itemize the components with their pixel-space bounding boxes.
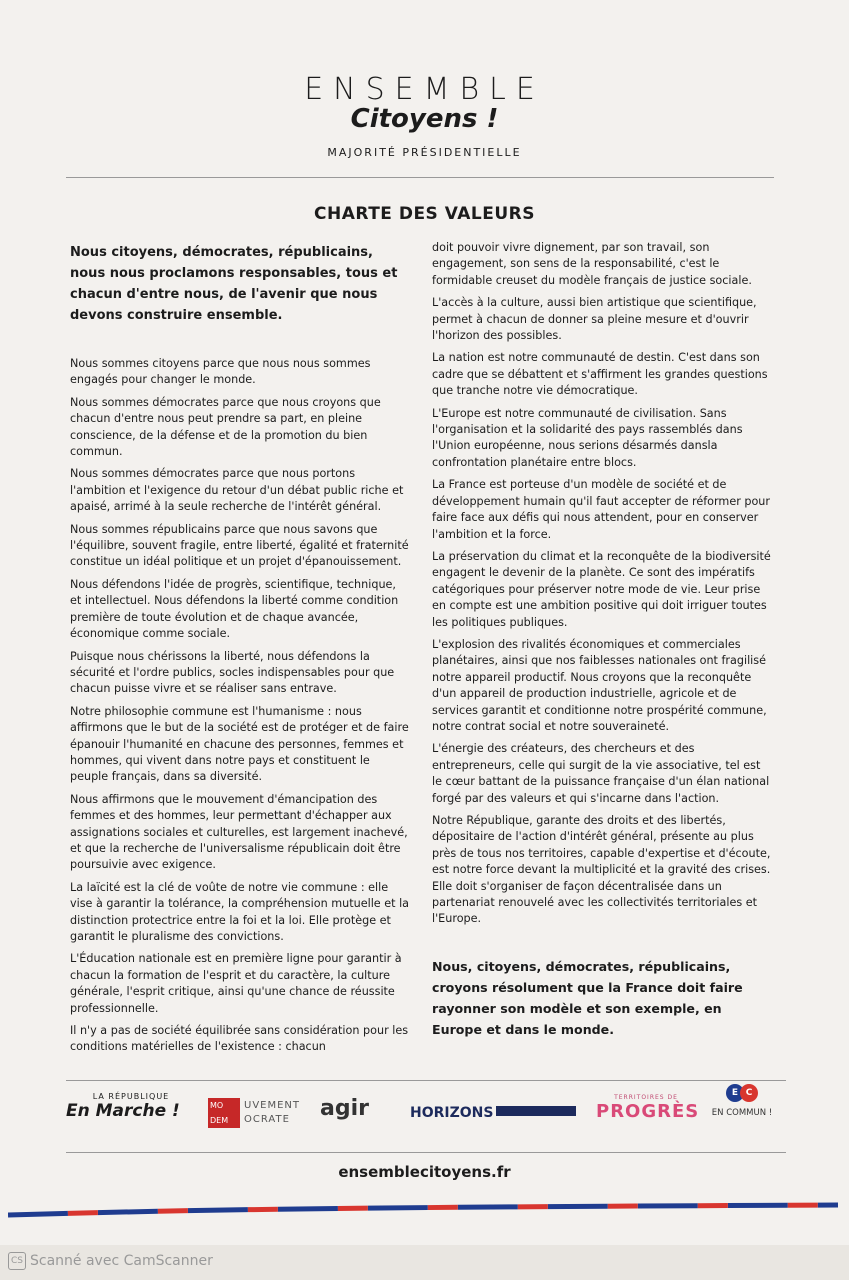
paragraph: Nous sommes républicains parce que nous savons que l'équilibre, souvent fragile, entre liberté, égalité et fraternité constitue un idéal politique et un projet d'épanouissement.: [70, 522, 409, 569]
paragraph: L'explosion des rivalités économiques et commerciales planétaires, ainsi que nos faiblesses nationales ont fragilisé notre appareil productif. Nous croyons que la reconquête d'un appareil de production industrielle, agricole et de services garantit et conditionne notre prospérité commune, notre contrat social et notre souveraineté.: [432, 637, 767, 733]
paragraph: Nous défendons l'idée de progrès, scientifique, technique, et intellectuel. Nous défendons la liberté comme condition première de toute évolution et de chaque avancée, économique comme sociale.: [70, 577, 399, 641]
paragraph: L'Europe est notre communauté de civilisation. Sans l'organisation et la solidarité des pays rassemblés dans l'Union européenne, nous serions désarmés dansla confrontation planétaire entre blocs.: [432, 406, 743, 469]
camscanner-watermark: CS Scanné avec CamScanner: [8, 1252, 213, 1270]
logo-en-commun: E C EN COMMUN !: [702, 1084, 782, 1134]
paragraph: Nous sommes démocrates parce que nous portons l'ambition et l'exigence du retour d'un débat public riche et apaisé, arrimé à la seule recherche de l'intérêt général.: [70, 467, 404, 514]
logo-agir: agir: [320, 1096, 369, 1121]
logo-horizons: HORIZONS: [410, 1102, 580, 1122]
paragraph: Puisque nous chérissons la liberté, nous défendons la sécurité et l'ordre publics, socles indispensables pour que chacun puisse vivre et se réaliser sans entrave.: [70, 649, 395, 696]
paragraph: Il n'y a pas de société équilibrée sans considération pour les conditions matérielles de l'existence : chacun: [70, 1024, 409, 1054]
paragraph: Notre République, garante des droits et des libertés, dépositaire de l'action d'intérêt général, présente au plus près de tous nos territoires, capable d'expertise et d'écoute, est notre force devant la multiplicité et la gravité des crises. Elle doit s'organiser de façon décentralisée dans un partenariat renouvelé avec les collectivités territoriales et l'Europe.: [432, 814, 771, 926]
logo-ensemble: ENSEMBLE: [304, 72, 545, 107]
party-logos: [66, 1088, 786, 1142]
paragraph: L'énergie des créateurs, des chercheurs et des entrepreneurs, celle qui surgit de la vie associative, tel est le cœur battant de la puissance française d'un élan national forgé par des valeurs et qui s'incarne dans l'action.: [432, 742, 770, 805]
header-divider: [66, 177, 774, 178]
logo-citoyens: Citoyens !: [350, 104, 499, 134]
paragraph: Nous sommes citoyens parce que nous nous sommes engagés pour changer le monde.: [70, 357, 371, 387]
right-column: [432, 240, 772, 1040]
paragraph: L'Éducation nationale est en première ligne pour garantir à chacun la formation de l'esprit et du caractère, la culture générale, l'esprit critique, ainsi qu'une chance de réussite professionnelle.: [70, 952, 402, 1015]
logo-territoires-de-progres: TERRITOIRES DE PROGRÈS: [596, 1094, 700, 1122]
paragraph: Notre philosophie commune est l'humanisme : nous affirmons que le but de la société est de protéger et de faire épanouir l'humanité en chacune des personnes, femmes et hommes, qui vivent dans notre pays et constituent le peuple français, dans sa diversité.: [70, 704, 409, 784]
logo-subtitle: MAJORITÉ PRÉSIDENTIELLE: [327, 146, 522, 159]
paragraph: La France est porteuse d'un modèle de société et de développement humain qu'il faut accepter de réformer pour faire face aux défis qui nous attendent, pour en conserver l'ambition et la force.: [432, 478, 771, 541]
left-column: [70, 242, 410, 1062]
logo-modem: MO DEM UVEMENT OCRATE: [208, 1098, 308, 1132]
paragraph: La laïcité est la clé de voûte de notre vie commune : elle vise à garantir la tolérance, la compréhension mutuelle et la distinction protectrice entre la foi et la loi. Elle protège et garantit le pluralisme des convictions.: [70, 880, 410, 943]
parties-divider-bottom: [66, 1152, 786, 1153]
logo-en-marche: LA RÉPUBLIQUE En Marche !: [66, 1092, 180, 1121]
paragraph: La nation est notre communauté de destin. C'est dans son cadre que se débattent et s'affirment les grandes questions que tranche notre vie démocratique.: [432, 351, 768, 398]
horizons-bar: [496, 1106, 576, 1116]
website-url: ensemblecitoyens.fr: [338, 1163, 511, 1181]
lead-statement: Nous citoyens, démocrates, républicains, nous nous proclamons responsables, tous et chacun d'entre nous, de l'avenir que nous devons construire ensemble.: [70, 245, 398, 323]
paragraph: Nous sommes démocrates parce que nous croyons que chacun d'entre nous peut prendre sa part, en pleine conscience, de la défense et de la promotion du bien commun.: [70, 395, 381, 459]
closing-statement: Nous, citoyens, démocrates, républicains, croyons résolument que la France doit faire rayonner son modèle et son exemple, en Europe et dans le monde.: [432, 958, 743, 1037]
tricolor-stripe: [8, 1199, 838, 1219]
paragraph: La préservation du climat et la reconquête de la biodiversité engagent le devenir de la planète. Ce sont des impératifs catégoriques pour préserver notre mode de vie. Leur prise en compte est une ambition positive qui doit irriguer toutes les politiques publiques.: [432, 549, 771, 629]
paragraph: L'accès à la culture, aussi bien artistique que scientifique, permet à chacun de donner sa pleine mesure et d'ouvrir l'horizon des possibles.: [432, 296, 757, 343]
parties-divider-top: [66, 1080, 786, 1081]
page-title: CHARTE DES VALEURS: [314, 204, 535, 224]
paragraph: Nous affirmons que le mouvement d'émancipation des femmes et des hommes, leur permettant d'échapper aux assignations sociales et culturelles, est largement inachevé, et que la recherche de l'universalisme républicain doit être poursuivie avec exigence.: [70, 792, 408, 872]
camscanner-icon: CS: [8, 1252, 26, 1270]
paragraph: doit pouvoir vivre dignement, par son travail, son engagement, son sens de la responsabilité, c'est le formidable creuset du modèle français de justice sociale.: [432, 241, 752, 287]
